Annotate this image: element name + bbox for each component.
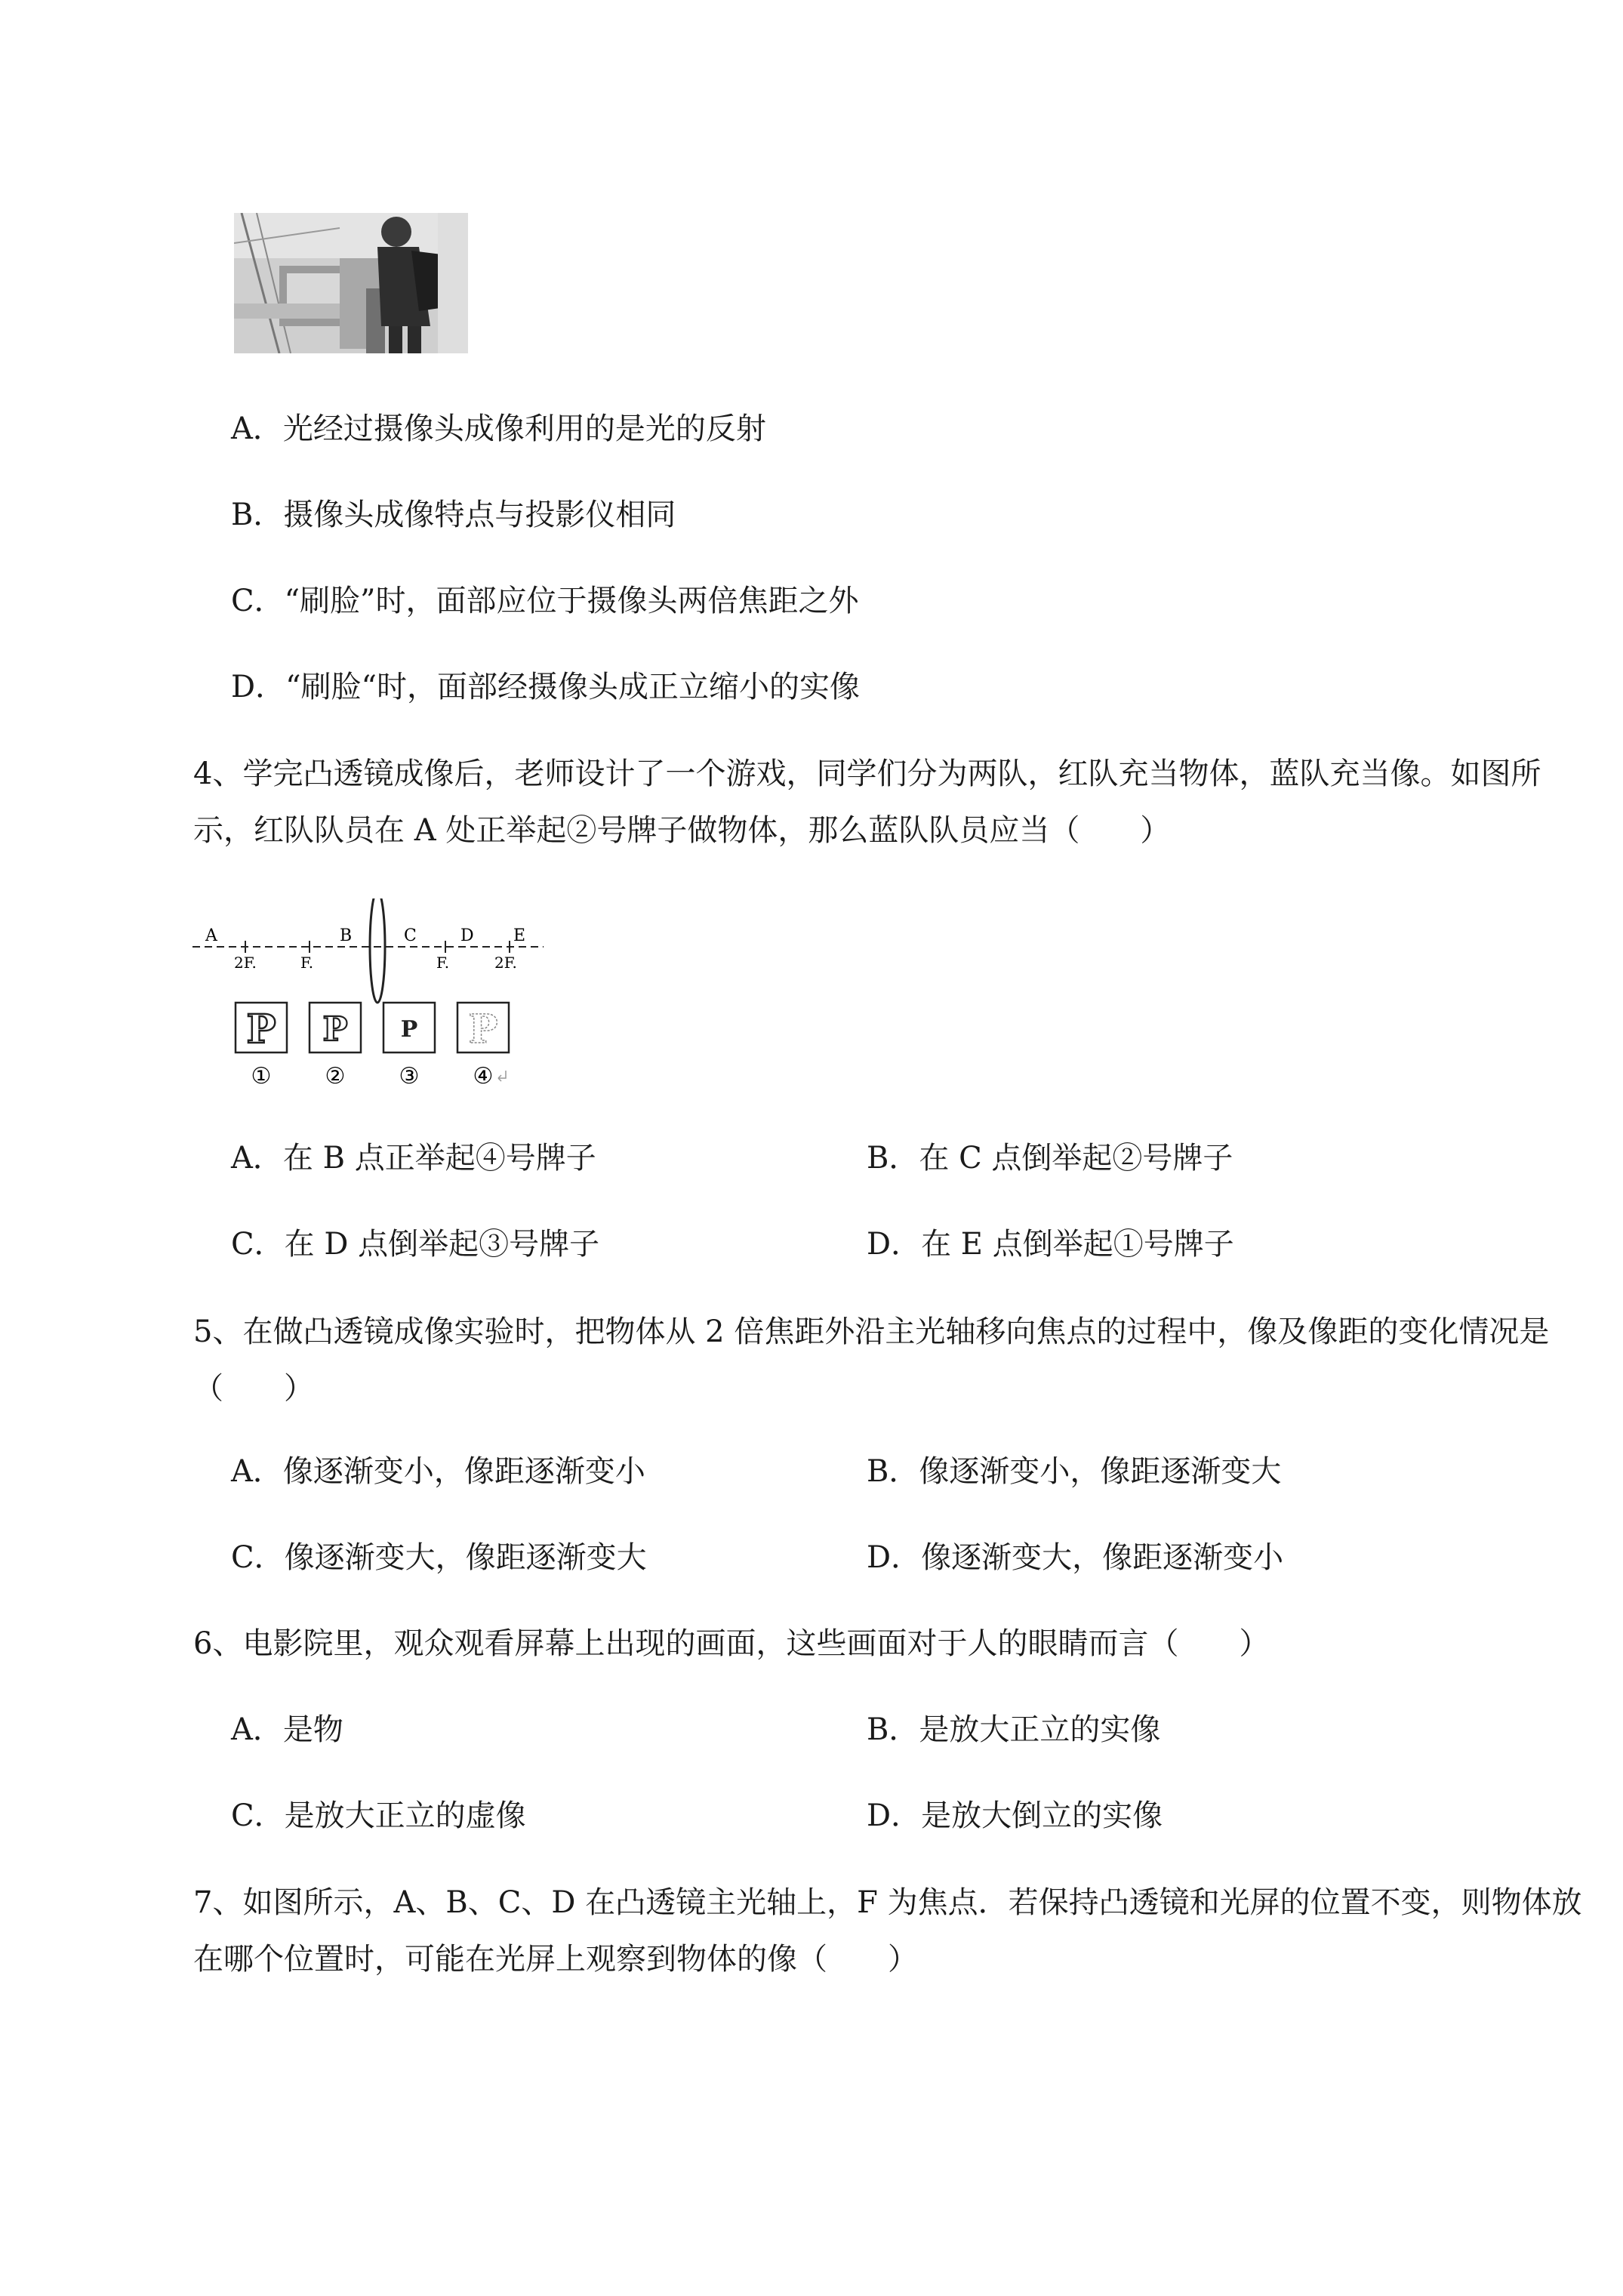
- point-label: B: [340, 926, 353, 945]
- card-letter: P: [468, 1006, 498, 1052]
- card-letter: P: [400, 1016, 418, 1043]
- return-mark-icon: [498, 1071, 506, 1081]
- q4-option-d: D．在 E 点倒举起①号牌子: [867, 1227, 1234, 1262]
- q4-option-a: A．在 B 点正举起④号牌子: [231, 1141, 596, 1176]
- q3-option-b: B．摄像头成像特点与投影仪相同: [231, 498, 676, 532]
- point-label: C: [404, 926, 417, 945]
- point-label: A: [205, 926, 217, 945]
- card-number: ④: [473, 1063, 494, 1089]
- q3-option-c: C．“刷脸”时，面部应位于摄像头两倍焦距之外: [231, 584, 859, 618]
- q6-option-a: A．是物: [231, 1712, 343, 1747]
- q4-stem-line1: 4、学完凸透镜成像后，老师设计了一个游戏，同学们分为两队，红队充当物体，蓝队充当像。如图所: [193, 757, 1541, 791]
- q3-option-d: D．“刷脸“时，面部经摄像头成正立缩小的实像: [231, 670, 860, 704]
- focal-label: F.: [300, 954, 314, 972]
- face-scan-gate-photo: [234, 213, 468, 353]
- focal-label: F.: [436, 954, 450, 972]
- q5-option-c: C．像逐渐变大，像距逐渐变大: [231, 1540, 647, 1575]
- q5-option-d: D．像逐渐变大，像距逐渐变小: [867, 1540, 1284, 1575]
- q3-option-a: A．光经过摄像头成像利用的是光的反射: [231, 411, 766, 446]
- focal-label: 2F.: [234, 954, 257, 972]
- q4-option-b: B．在 C 点倒举起②号牌子: [867, 1141, 1233, 1176]
- q6-stem: 6、电影院里，观众观看屏幕上出现的画面，这些画面对于人的眼睛而言（ ）: [193, 1626, 1270, 1661]
- convex-lens: [370, 898, 385, 1003]
- q5-option-a: A．像逐渐变小，像距逐渐变小: [231, 1454, 645, 1489]
- q4-option-c: C．在 D 点倒举起③号牌子: [231, 1227, 600, 1262]
- q5-stem-line1: 5、在做凸透镜成像实验时，把物体从 2 倍焦距外沿主光轴移向焦点的过程中，像及像距的变化情况是: [193, 1314, 1550, 1349]
- q6-option-b: B．是放大正立的实像: [867, 1712, 1161, 1747]
- q6-option-d: D．是放大倒立的实像: [867, 1798, 1163, 1833]
- q5-stem-line2: （ ）: [193, 1371, 314, 1406]
- card-number: ③: [399, 1063, 420, 1089]
- focal-label: 2F.: [494, 954, 517, 972]
- point-label: D: [460, 926, 474, 945]
- q4-stem-line2: 示，红队队员在 A 处正举起②号牌子做物体，那么蓝队队员应当（ ）: [193, 813, 1171, 848]
- q6-option-c: C．是放大正立的虚像: [231, 1798, 526, 1833]
- q7-stem-line1: 7、如图所示，A、B、C、D 在凸透镜主光轴上，F 为焦点．若保持凸透镜和光屏的位置不变，则物体放: [193, 1885, 1582, 1920]
- q7-stem-line2: 在哪个位置时，可能在光屏上观察到物体的像（ ）: [193, 1942, 918, 1977]
- q5-option-b: B．像逐渐变小，像距逐渐变大: [867, 1454, 1282, 1489]
- card-letter: P: [322, 1010, 348, 1049]
- card-number: ②: [325, 1063, 346, 1089]
- point-label: E: [513, 926, 526, 945]
- card-number: ①: [251, 1063, 272, 1089]
- card-letter: P: [246, 1006, 276, 1052]
- lens-diagram: [189, 898, 581, 1102]
